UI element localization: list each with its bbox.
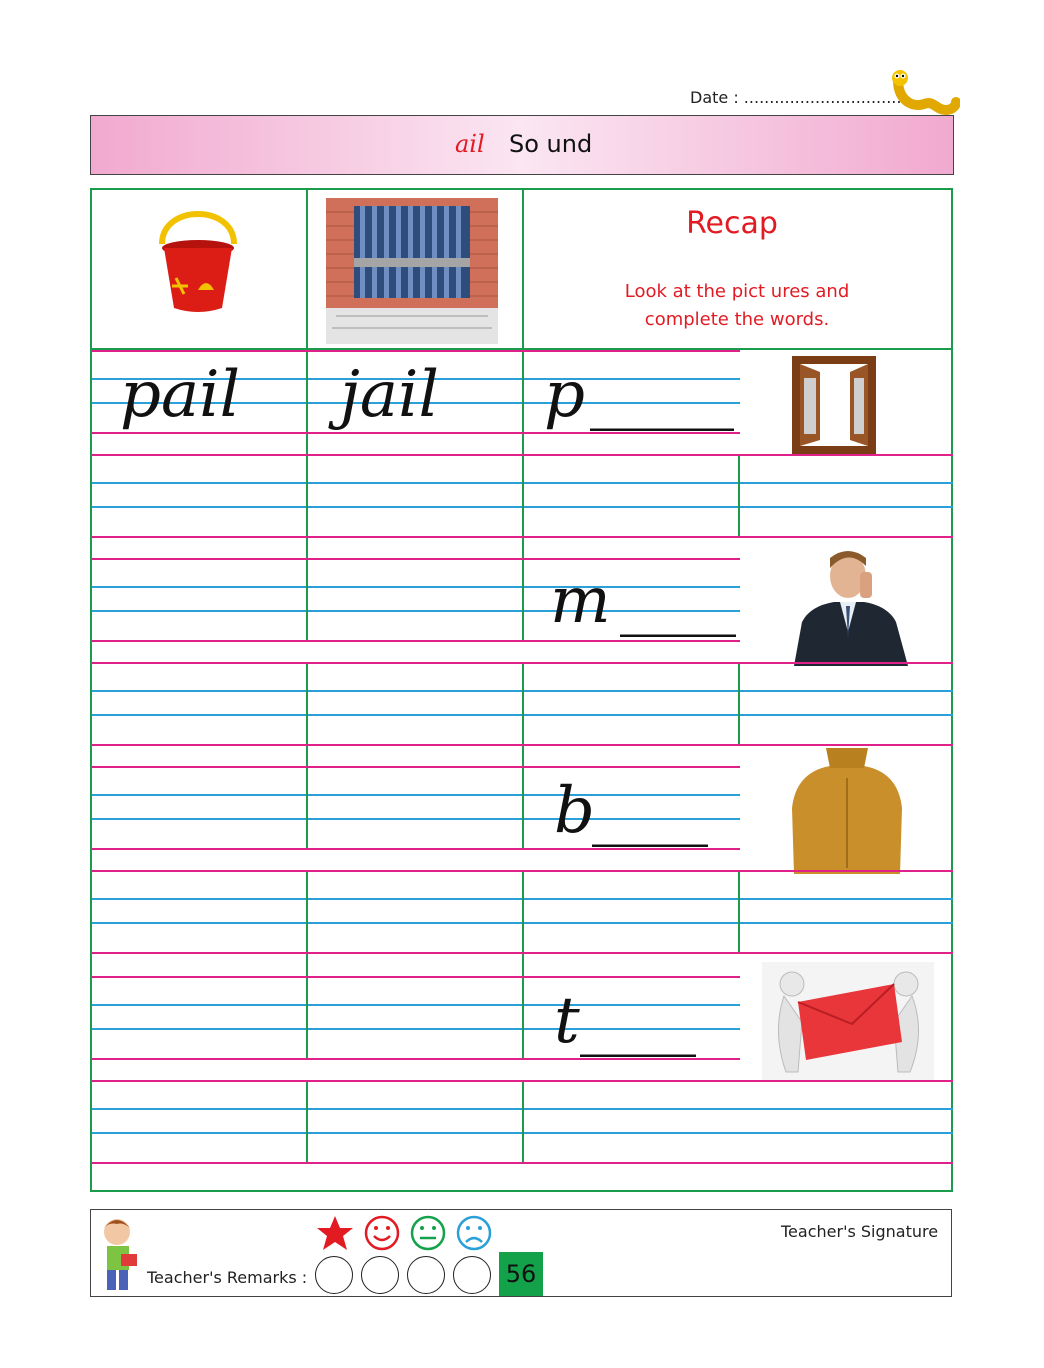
teachers-signature-label: Teacher's Signature	[781, 1222, 939, 1241]
star-icon[interactable]	[315, 1214, 355, 1252]
writing-lines	[92, 870, 953, 954]
recap-title: Recap	[686, 206, 778, 241]
word-pail: pail	[120, 358, 241, 432]
banner-ail: ail	[455, 130, 485, 158]
back-picture	[764, 748, 930, 874]
writing-lines	[92, 1080, 953, 1164]
boy-icon	[95, 1214, 141, 1294]
exercise-1-prompt: p	[544, 358, 585, 432]
remark-circle[interactable]	[453, 1256, 491, 1294]
exercise-2-prompt: m	[550, 564, 611, 638]
recap-line-2: complete the words.	[644, 309, 830, 330]
footer-box	[90, 1209, 952, 1297]
topic-banner	[90, 115, 954, 175]
worm-icon	[890, 70, 960, 116]
date-label: Date : ...............................	[690, 88, 902, 107]
carrying-envelope-picture	[762, 962, 934, 1080]
writing-lines	[92, 454, 953, 538]
page-number: 56	[499, 1252, 543, 1296]
writing-lines	[92, 662, 953, 746]
man-on-phone-picture	[788, 546, 910, 666]
recap-line-1: Look at the pict ures and	[624, 281, 850, 302]
word-jail: jail	[340, 358, 439, 432]
teachers-remarks-label: Teacher's Remarks :	[147, 1268, 308, 1287]
remark-circle[interactable]	[361, 1256, 399, 1294]
remark-circle[interactable]	[315, 1256, 353, 1294]
banner-sound: So und	[509, 130, 593, 158]
remark-circle[interactable]	[407, 1256, 445, 1294]
exercise-3-blank: ____	[592, 774, 704, 848]
exercise-2-blank: ____	[620, 564, 732, 638]
exercise-3-prompt: b	[554, 774, 595, 848]
pail-picture	[152, 204, 244, 316]
exercise-4-blank: ____	[580, 984, 692, 1058]
sad-face-icon[interactable]	[455, 1214, 493, 1252]
recap-instructions	[587, 278, 887, 334]
neutral-face-icon[interactable]	[409, 1214, 447, 1252]
jail-picture	[326, 198, 498, 344]
window-picture	[792, 356, 876, 454]
happy-face-icon[interactable]	[363, 1214, 401, 1252]
exercise-4-prompt: t	[554, 984, 580, 1058]
exercise-1-blank: _____	[590, 358, 730, 432]
worksheet-grid	[90, 188, 953, 1192]
